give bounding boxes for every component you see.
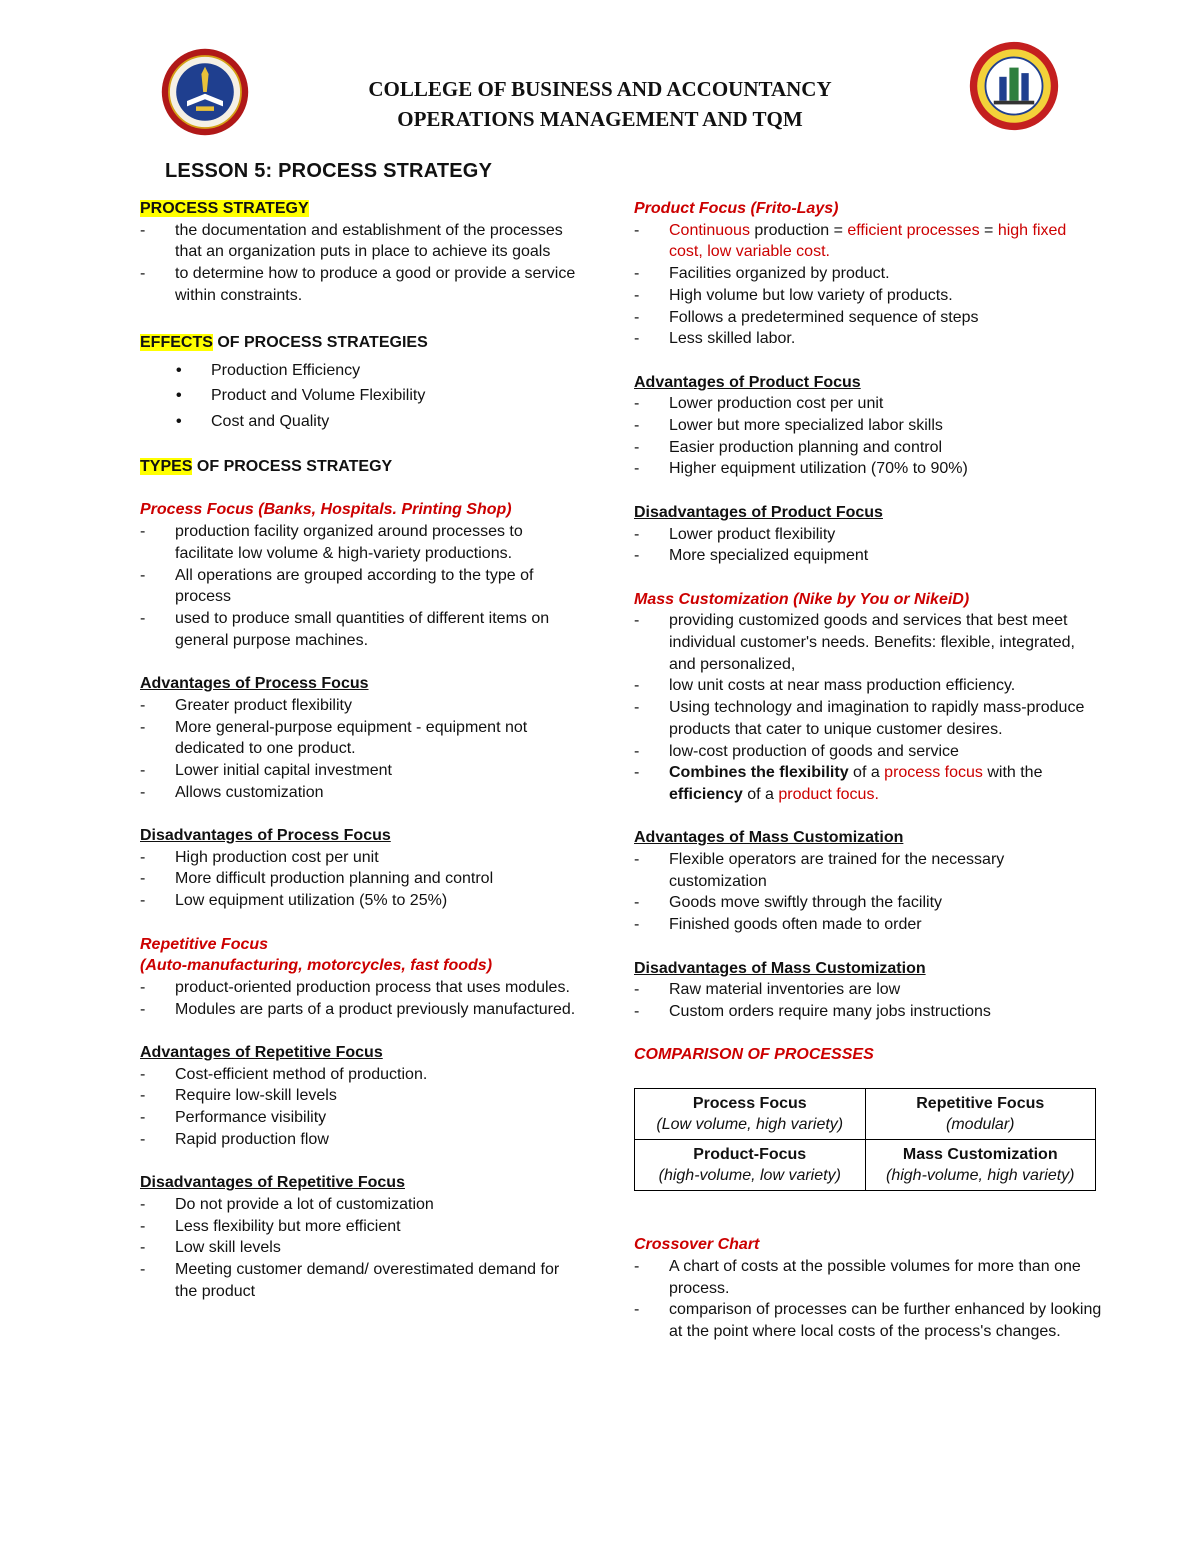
table-cell: [635, 1088, 866, 1139]
product-focus-title: Product Focus (Frito-Lays): [634, 200, 839, 217]
left-column: [140, 198, 580, 1302]
list-item: - the documentation and establishment of the processes that an organization puts in place to achieve its goals: [140, 220, 580, 263]
product-focus-advantages-heading: Advantages of Product Focus: [634, 373, 861, 391]
list-item: - Less flexibility but more efficient: [140, 1216, 580, 1238]
efficiency-text: efficiency: [669, 785, 743, 803]
process-focus-title: Process Focus (Banks, Hospitals. Printing Shop): [140, 501, 512, 519]
repetitive-focus-disadvantages-heading: Disadvantages of Repetitive Focus: [140, 1174, 405, 1192]
types-heading-rest: OF PROCESS STRATEGY: [192, 458, 393, 476]
mass-customization-advantages-heading: Advantages of Mass Customization: [634, 829, 904, 847]
list-item: - Allows customization: [140, 782, 580, 804]
continuous-text: Continuous: [669, 221, 750, 239]
list-item: - Using technology and imagination to rapidly mass-produce products that cater to unique customer desires.: [634, 697, 1104, 740]
process-focus-text: process focus: [884, 764, 983, 782]
cost-text: high fixed cost, low variable cost.: [669, 221, 1067, 261]
product-focus-text: product focus.: [778, 785, 879, 803]
list-item: - providing customized goods and services that best meet individual customer's needs. Benefits: flexible, integrated, and personalized,: [634, 610, 1104, 675]
course-name: OPERATIONS MANAGEMENT AND TQM: [397, 107, 803, 131]
list-item: - Follows a predetermined sequence of steps: [634, 307, 1104, 329]
table-cell: [865, 1088, 1096, 1139]
cell-title: Process Focus: [692, 1094, 807, 1112]
combines-flexibility-text: Combines the flexibility: [669, 764, 849, 782]
list-item: - Lower initial capital investment: [140, 760, 580, 782]
list-item: • Cost and Quality: [140, 409, 580, 435]
product-focus-disadvantages-heading: Disadvantages of Product Focus: [634, 503, 883, 521]
cell-subtitle: (modular): [946, 1115, 1015, 1133]
cell-subtitle: (high-volume, low variety): [658, 1166, 841, 1184]
list-item: - product-oriented production process that uses modules.: [140, 977, 580, 999]
connector-text: of a: [848, 764, 885, 782]
right-column: [634, 198, 1104, 1343]
cell-title: Mass Customization: [902, 1145, 1058, 1163]
list-item: - Lower product flexibility: [634, 524, 1104, 546]
effects-heading-highlight: EFFECTS: [140, 334, 213, 352]
process-focus-disadvantages-heading: Disadvantages of Process Focus: [140, 827, 391, 844]
list-item: - More difficult production planning and control: [140, 868, 580, 890]
production-text: production =: [749, 221, 848, 239]
table-cell: [865, 1139, 1096, 1190]
list-item: - low-cost production of goods and service: [634, 741, 1104, 763]
list-item: - Custom orders require many jobs instructions: [634, 1001, 1104, 1023]
crossover-chart-title: Crossover Chart: [634, 1236, 760, 1254]
list-item: - Low skill levels: [140, 1237, 580, 1259]
list-item: [634, 762, 1104, 805]
list-item: - Meeting customer demand/ overestimated demand for the product: [140, 1259, 580, 1302]
connector-text: of a: [742, 785, 779, 803]
list-item: - comparison of processes can be further enhanced by looking at the point where local costs of the process's changes.: [634, 1299, 1104, 1342]
list-item: - More specialized equipment: [634, 545, 1104, 567]
table-row: [635, 1088, 1096, 1139]
table-row: [635, 1139, 1096, 1190]
equals-text: =: [979, 221, 998, 239]
mass-customization-title: Mass Customization (Nike by You or NikeiD): [634, 590, 970, 608]
process-strategy-heading: PROCESS STRATEGY: [140, 200, 309, 217]
lesson-title: LESSON 5: PROCESS STRATEGY: [165, 160, 493, 182]
list-item: - Goods move swiftly through the facility: [634, 892, 1104, 914]
list-item: - More general-purpose equipment - equipment not dedicated to one product.: [140, 717, 580, 760]
table-cell: [635, 1139, 866, 1190]
list-item: - All operations are grouped according to the type of process: [140, 565, 580, 608]
list-item: - Raw material inventories are low: [634, 979, 1104, 1001]
list-item: - Lower but more specialized labor skills: [634, 415, 1104, 437]
repetitive-focus-advantages-heading: Advantages of Repetitive Focus: [140, 1044, 383, 1061]
list-item: - Performance visibility: [140, 1107, 580, 1129]
cell-title: Product-Focus: [693, 1145, 807, 1163]
repetitive-focus-examples: (Auto-manufacturing, motorcycles, fast foods): [140, 957, 493, 975]
list-item: - production facility organized around processes to facilitate low volume & high-variety productions.: [140, 521, 580, 564]
connector-text: with the: [982, 764, 1043, 782]
list-item: - to determine how to produce a good or provide a service within constraints.: [140, 263, 580, 306]
list-item: - Flexible operators are trained for the necessary customization: [634, 849, 1104, 892]
list-item: - Cost-efficient method of production.: [140, 1064, 580, 1086]
effects-heading-rest: OF PROCESS STRATEGIES: [212, 334, 428, 352]
list-item: - Facilities organized by product.: [634, 263, 1104, 285]
list-item: - Higher equipment utilization (70% to 90%): [634, 458, 1104, 480]
list-item: - Lower production cost per unit: [634, 393, 1104, 415]
list-item: - Finished goods often made to order: [634, 914, 1104, 936]
repetitive-focus-title: Repetitive Focus: [140, 935, 269, 953]
list-item: - Less skilled labor.: [634, 328, 1104, 350]
types-heading-highlight: TYPES: [140, 458, 193, 476]
list-item: • Product and Volume Flexibility: [140, 383, 580, 409]
list-item: - Easier production planning and control: [634, 437, 1104, 459]
mass-customization-disadvantages-heading: Disadvantages of Mass Customization: [634, 959, 926, 977]
efficient-processes-text: efficient processes: [847, 221, 980, 239]
list-item: - Rapid production flow: [140, 1129, 580, 1151]
cell-title: Repetitive Focus: [916, 1094, 1045, 1112]
list-item: - Require low-skill levels: [140, 1085, 580, 1107]
cell-subtitle: (Low volume, high variety): [656, 1115, 844, 1133]
list-item: - High volume but low variety of products.: [634, 285, 1104, 307]
comparison-heading: COMPARISON OF PROCESSES: [634, 1046, 874, 1064]
comparison-table: [634, 1088, 1096, 1191]
process-focus-advantages-heading: Advantages of Process Focus: [140, 675, 369, 693]
list-item: - low unit costs at near mass production efficiency.: [634, 675, 1104, 697]
list-item: - Do not provide a lot of customization: [140, 1194, 580, 1216]
list-item: - Low equipment utilization (5% to 25%): [140, 890, 580, 912]
list-item: • Production Efficiency: [140, 358, 580, 384]
list-item: [634, 220, 1104, 263]
college-name: COLLEGE OF BUSINESS AND ACCOUNTANCY: [368, 77, 832, 101]
list-item: - Greater product flexibility: [140, 695, 580, 717]
list-item: - Modules are parts of a product previously manufactured.: [140, 999, 580, 1021]
list-item: - used to produce small quantities of different items on general purpose machines.: [140, 608, 580, 651]
cell-subtitle: (high-volume, high variety): [885, 1166, 1075, 1184]
list-item: - High production cost per unit: [140, 847, 580, 869]
list-item: - A chart of costs at the possible volumes for more than one process.: [634, 1256, 1104, 1299]
page-header: [0, 74, 1200, 134]
